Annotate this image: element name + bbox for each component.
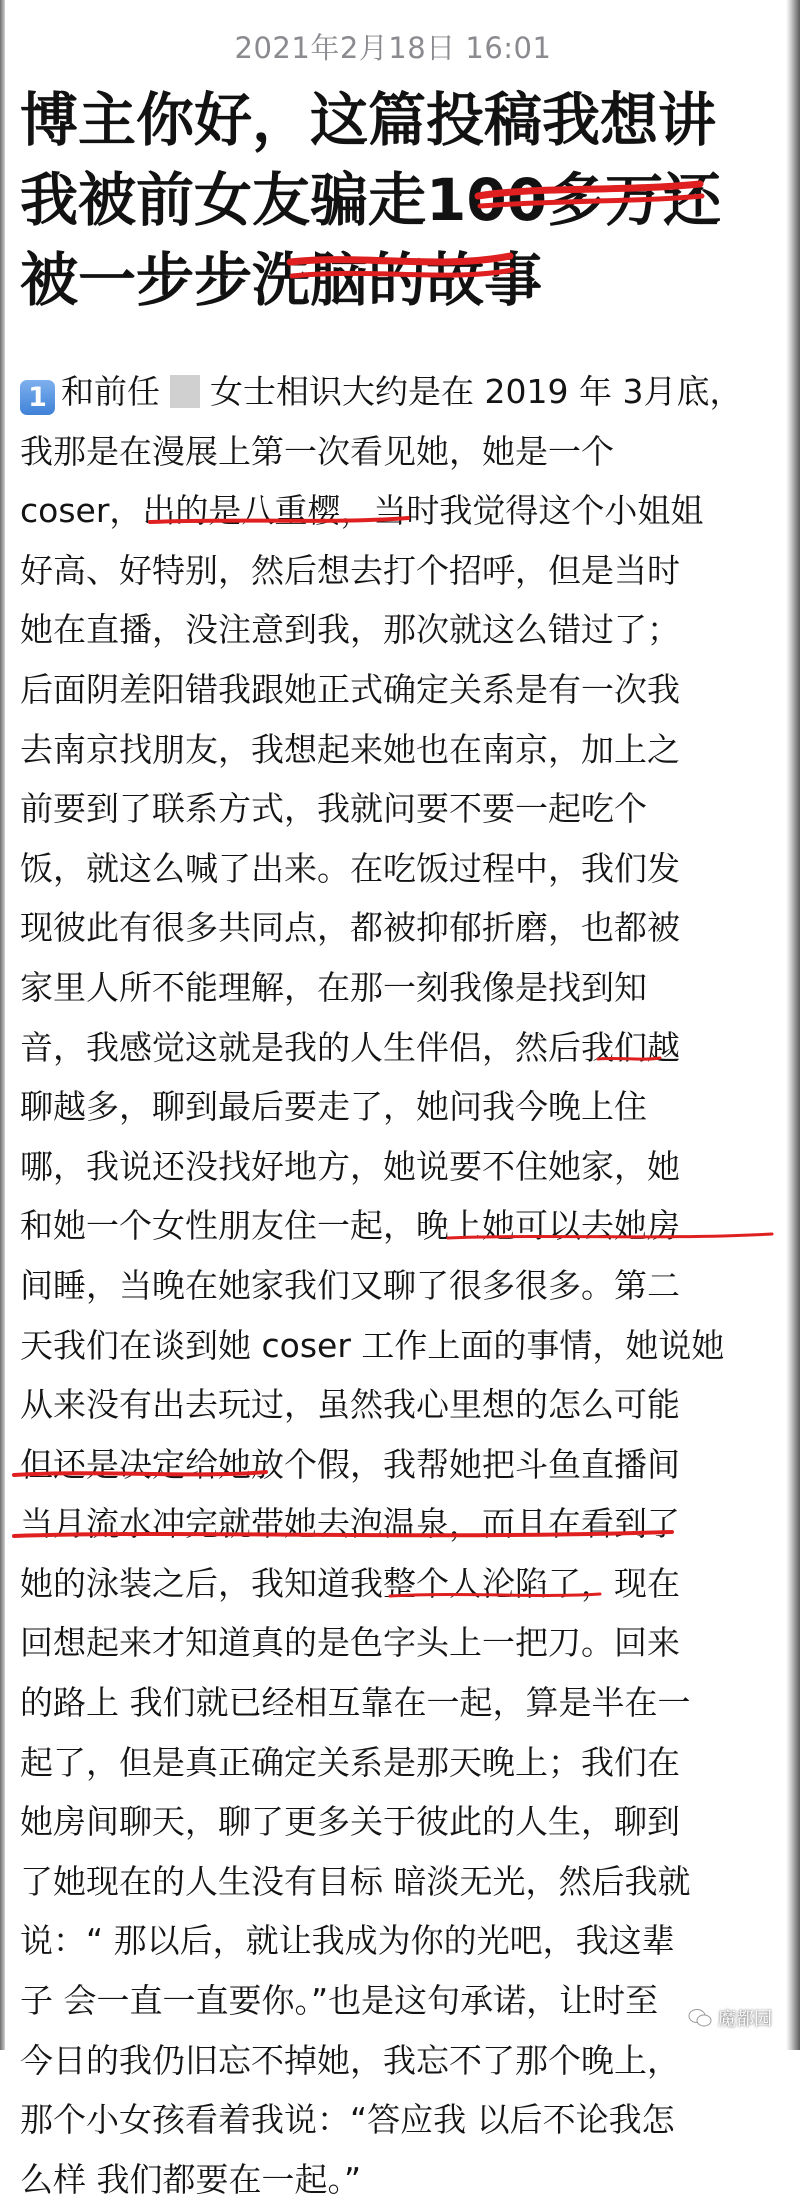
body-line: 后面阴差阳错我跟她正式确定关系是有一次我	[20, 669, 680, 709]
body-line: 从来没有出去玩过，虽然我心里想的怎么可能	[20, 1385, 680, 1425]
body-line: 我那是在漫展上第一次看见她，她是一个	[20, 431, 614, 471]
body-line: 前要到了联系方式，我就问要不要一起吃个	[20, 789, 647, 829]
number-one-badge: 1	[20, 380, 55, 415]
body-line: coser，出的是八重樱，当时我觉得这个小姐姐	[20, 491, 704, 531]
body-line: 那个小女孩看着我说：“答应我 以后不论我怎	[20, 2100, 675, 2140]
body-line: 当月流水冲完就带她去泡温泉，而且在看到了	[20, 1504, 680, 1544]
body-line	[20, 362, 780, 422]
body-line: 哪，我说还没找好地方，她说要不住她家，她	[20, 1146, 680, 1186]
body-line: 现彼此有很多共同点，都被抑郁折磨，也都被	[20, 908, 680, 948]
body-line-fragment: 女士相识大约是在 2019 年 3月底，	[210, 372, 743, 411]
body-line: 和她一个女性朋友住一起，晚上她可以去她房	[20, 1206, 680, 1246]
left-page-edge	[0, 0, 5, 2050]
body-line: 起了，但是真正确定关系是那天晚上；我们在	[20, 1742, 680, 1782]
body-line: 音，我感觉这就是我的人生伴侣，然后我们越	[20, 1027, 680, 1067]
right-page-edge	[786, 0, 800, 2050]
body-line: 饭，就这么喊了出来。在吃饭过程中，我们发	[20, 848, 680, 888]
body-line: 聊越多，聊到最后要走了，她问我今晚上住	[20, 1087, 647, 1127]
headline-line-2: 我被前女友骗走100多万还	[20, 166, 722, 234]
body-line: 天我们在谈到她 coser 工作上面的事情，她说她	[20, 1325, 725, 1365]
headline-line-3: 被一步步洗脑的故事	[20, 246, 543, 314]
wechat-icon	[688, 2008, 712, 2028]
body-line: 么样 我们都要在一起。”	[20, 2159, 362, 2199]
body-line: 间睡，当晚在她家我们又聊了很多很多。第二	[20, 1265, 680, 1305]
post-headline	[20, 80, 780, 320]
body-line: 今日的我仍旧忘不掉她，我忘不了那个晚上，	[20, 2040, 680, 2080]
watermark	[688, 2005, 772, 2031]
body-line: 了她现在的人生没有目标 暗淡无光，然后我就	[20, 1861, 691, 1901]
body-line-fragment: 和前任	[61, 372, 160, 411]
redacted-name-block	[170, 375, 200, 408]
body-line: 她在直播，没注意到我，那次就这么错过了；	[20, 610, 680, 650]
headline-line-1: 博主你好，这篇投稿我想讲	[20, 86, 717, 154]
body-line: 说：“ 那以后，就让我成为你的光吧，我这辈	[20, 1921, 675, 1961]
body-line: 子 会一直一直要你。”也是这句承诺，让时至	[20, 1981, 659, 2021]
body-line: 的路上 我们就已经相互靠在一起，算是半在一	[20, 1683, 691, 1723]
body-line: 家里人所不能理解，在那一刻我像是找到知	[20, 967, 647, 1007]
watermark-text: 魔都园	[718, 2009, 772, 2030]
post-timestamp: 2021年2月18日 16:01	[234, 31, 552, 65]
body-line: 但还是决定给她放个假，我帮她把斗鱼直播间	[20, 1444, 680, 1484]
post-body	[20, 362, 780, 2209]
body-line: 她的泳装之后，我知道我整个人沦陷了，现在	[20, 1563, 680, 1603]
body-line: 去南京找朋友，我想起来她也在南京，加上之	[20, 729, 680, 769]
body-line: 她房间聊天，聊了更多关于彼此的人生，聊到	[20, 1802, 680, 1842]
body-line: 回想起来才知道真的是色字头上一把刀。回来	[20, 1623, 680, 1663]
body-line: 好高、好特别，然后想去打个招呼，但是当时	[20, 550, 680, 590]
